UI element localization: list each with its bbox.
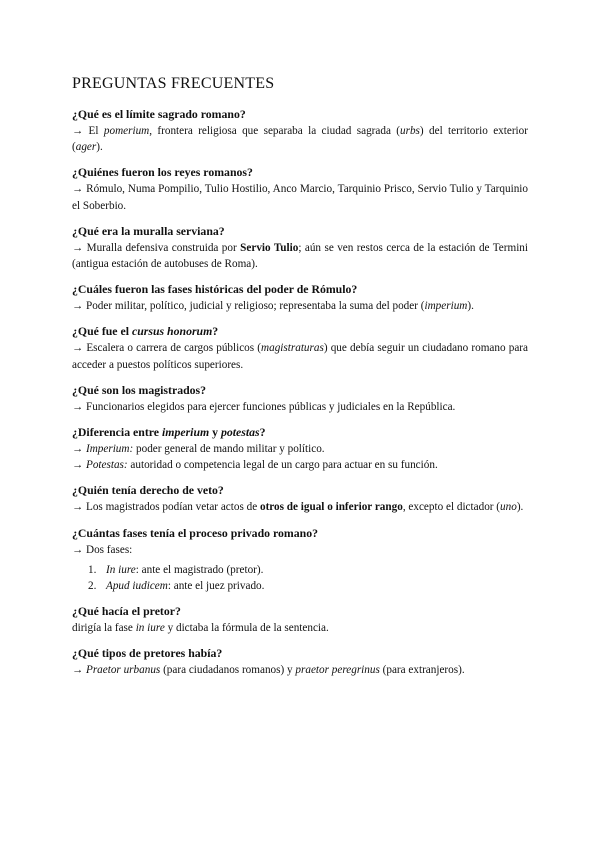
text-run: y dictaba la fórmula de la sentencia. bbox=[164, 621, 329, 634]
text-run: → bbox=[72, 459, 86, 472]
faq-item bbox=[72, 224, 528, 272]
text-run: dirigía la fase bbox=[72, 621, 136, 634]
text-run: ? bbox=[259, 425, 266, 440]
text-run: → Poder militar, político, judicial y religioso; representaba la suma del poder ( bbox=[72, 300, 425, 313]
list-number: 2. bbox=[88, 579, 97, 592]
list-item bbox=[72, 562, 528, 578]
faq-item bbox=[72, 604, 528, 636]
text-run: uno bbox=[500, 501, 517, 514]
faq-question: ¿Qué hacía el pretor? bbox=[72, 603, 181, 618]
text-run: ). bbox=[516, 501, 524, 514]
faq-item bbox=[72, 483, 528, 515]
text-run: → Funcionarios elegidos para ejercer funciones públicas y judiciales en la República. bbox=[72, 400, 456, 413]
numbered-list bbox=[72, 562, 528, 594]
text-run: → Dos fases: bbox=[72, 543, 133, 556]
text-run: → El bbox=[72, 125, 104, 137]
faq-question bbox=[72, 324, 528, 339]
text-run: → Muralla defensiva construida por bbox=[72, 241, 241, 254]
text-run: → Los magistrados podían vetar actos de bbox=[72, 501, 260, 514]
faq-item bbox=[72, 425, 528, 473]
text-run: cursus honorum bbox=[131, 324, 213, 339]
faq-question: ¿Qué tipos de pretores había? bbox=[72, 646, 223, 661]
page-title: PREGUNTAS FRECUENTES bbox=[72, 75, 275, 92]
text-run: ager bbox=[75, 141, 97, 154]
faq-answer bbox=[72, 340, 528, 372]
faq-answer bbox=[72, 542, 528, 558]
faq-item bbox=[72, 107, 528, 155]
text-run: : ante el juez privado. bbox=[167, 579, 265, 592]
faq-answer bbox=[72, 662, 528, 678]
text-run: poder general de mando militar y político. bbox=[133, 443, 325, 456]
faq-question: ¿Quién tenía derecho de veto? bbox=[72, 483, 224, 498]
faq-item bbox=[72, 646, 528, 678]
text-run: Potestas: bbox=[85, 459, 128, 472]
text-run: ). bbox=[467, 300, 474, 313]
faq-question: ¿Cuáles fueron las fases históricas del poder de Rómulo? bbox=[72, 282, 358, 297]
faq-answer-line bbox=[72, 457, 528, 473]
list-number: 1. bbox=[88, 563, 97, 576]
faq-question: ¿Quiénes fueron los reyes romanos? bbox=[72, 165, 253, 180]
text-run: urbs bbox=[400, 125, 420, 137]
text-run: Imperium: bbox=[85, 443, 134, 456]
text-run: ? bbox=[212, 324, 219, 339]
faq-question: ¿Cuántas fases tenía el proceso privado romano? bbox=[72, 525, 318, 540]
text-run: Praetor urbanus bbox=[85, 664, 161, 677]
faq-list bbox=[72, 107, 528, 688]
text-run: autoridad o competencia legal de un cargo para actuar en su función. bbox=[127, 459, 438, 472]
faq-item bbox=[72, 282, 528, 314]
text-run: In iure bbox=[106, 563, 136, 576]
text-run: imperium bbox=[161, 425, 210, 440]
text-run: ). bbox=[96, 141, 103, 154]
faq-question bbox=[72, 425, 528, 440]
text-run: (para extranjeros). bbox=[379, 664, 465, 677]
text-run: Apud iudicem bbox=[106, 579, 168, 592]
text-run: potestas bbox=[220, 425, 260, 440]
text-run: pomerium bbox=[103, 125, 150, 137]
faq-item bbox=[72, 526, 528, 594]
text-run: ) que debía seguir un ciudadano romano para acceder a puestos políticos superiores. bbox=[72, 342, 528, 371]
text-run: Servio Tulio bbox=[240, 241, 299, 254]
faq-question: ¿Qué son los magistrados? bbox=[72, 382, 207, 397]
text-run: ) del territorio exterior ( bbox=[72, 125, 528, 154]
text-run: , frontera religiosa que separaba la ciudad sagrada ( bbox=[149, 125, 401, 137]
list-item bbox=[72, 578, 528, 594]
text-run: ¿Qué fue el bbox=[72, 324, 132, 339]
text-run: ; aún se ven restos cerca de la estación de Termini (antigua estación de autobuses de Roma). bbox=[72, 241, 529, 271]
text-run: imperium bbox=[424, 300, 468, 313]
faq-question: ¿Qué era la muralla serviana? bbox=[72, 223, 225, 238]
text-run: → Rómulo, Numa Pompilio, Tulio Hostilio, Anco Marcio, Tarquinio Prisco, Servio Tulio y Tarquinio el Soberbio. bbox=[72, 183, 528, 212]
faq-item bbox=[72, 324, 528, 372]
faq-item bbox=[72, 165, 528, 213]
faq-answer bbox=[72, 399, 528, 415]
text-run: → bbox=[72, 664, 86, 677]
faq-answer bbox=[72, 298, 528, 314]
text-run: → Escalera o carrera de cargos públicos ( bbox=[72, 342, 262, 355]
faq-item bbox=[72, 383, 528, 415]
text-run: otros de igual o inferior rango bbox=[259, 501, 403, 514]
faq-answer-line bbox=[72, 441, 528, 457]
faq-answer bbox=[72, 181, 528, 213]
faq-question: ¿Qué es el límite sagrado romano? bbox=[72, 107, 246, 121]
faq-answer bbox=[72, 499, 528, 515]
text-run: ¿Diferencia entre bbox=[72, 425, 162, 440]
text-run: in iure bbox=[135, 621, 165, 634]
text-run: → bbox=[72, 443, 86, 456]
text-run: praetor peregrinus bbox=[295, 664, 380, 677]
text-run: , excepto el dictador ( bbox=[402, 501, 501, 514]
faq-answer bbox=[72, 240, 528, 272]
faq-answer bbox=[72, 123, 528, 155]
faq-answer bbox=[72, 620, 528, 636]
text-run: : ante el magistrado (pretor). bbox=[135, 563, 264, 576]
text-run: (para ciudadanos romanos) y bbox=[160, 664, 296, 677]
text-run: y bbox=[209, 425, 221, 440]
text-run: magistraturas bbox=[261, 342, 324, 355]
